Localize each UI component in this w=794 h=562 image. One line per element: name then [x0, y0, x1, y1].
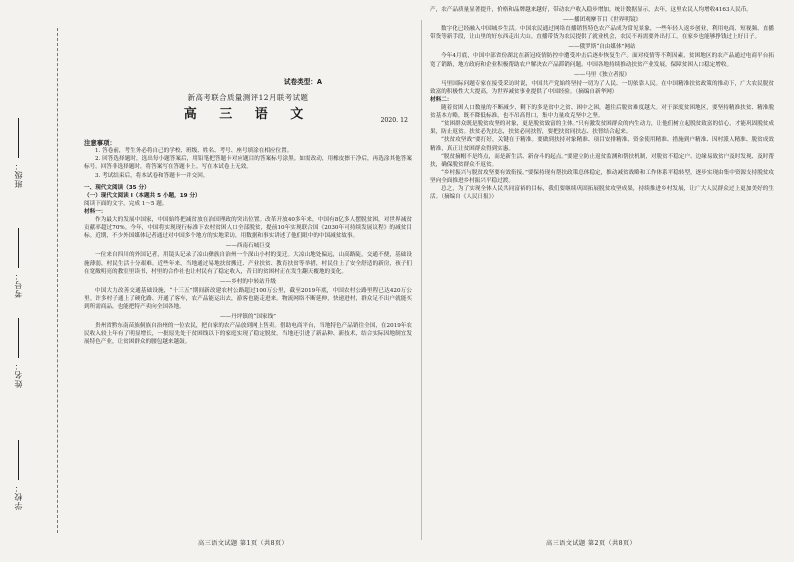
- story-title: ——俄罗斯“自由媒体”网站: [568, 44, 636, 51]
- paragraph: “脱贫摘帽不是终点，而是新生活、新奋斗的起点。”要建立防止返贫监测和帮扶机制，对脱贫不稳定户、边缘易致贫户及时发现、及时帮扶，确保脱贫群众不返贫。: [430, 153, 774, 168]
- paragraph: 总之，为了实现全体人民共同富裕的目标，我们要继续巩固拓展脱贫攻坚成果，持续推进乡村发展，让广大人民群众过上更加美好的生活。（摘编自《人民日报》）: [430, 185, 774, 201]
- paragraph: 数字化已经融入中国城乡生活。中国农民通过网络直播销售特色农产品成为常见景象，一些年轻人返乡创业，利用电商、短视频、直播带货等新手段，让山里的好东西走出大山。直播带货为农民提供了就业机会，农民不再需要外出打工，在家乡也能够挣钱过上好日子。: [430, 26, 774, 41]
- binding-margin: [0, 0, 70, 562]
- exam-number-field[interactable]: [14, 228, 38, 298]
- title-row: [84, 107, 412, 133]
- story-title: ——马里《独立者报》: [574, 71, 630, 78]
- material-label: 材料一：: [84, 208, 107, 215]
- instruction: 阅读下面的文字，完成 1～5 题。: [84, 200, 168, 207]
- subsection-title: （一）现代文阅读 I（本题共 5 小题，19 分）: [84, 192, 201, 199]
- notice-item: 1. 答卷前，考生务必将自己的学校、班级、姓名、考号、座号填涂在相应位置。: [95, 148, 293, 155]
- story-title: ——乡村的中转站升级: [220, 278, 276, 285]
- notice-title: 注意事项：: [84, 139, 116, 148]
- right-column: [430, 6, 774, 201]
- story-title: ——西南石城巨变: [225, 243, 271, 250]
- paragraph: 一位来自四川的外国记者，用镜头记录了凉山彝族自治州一个深山小村的变迁。大凉山地处偏远，山高路陡，交通不便，基础设施薄弱，村民生活十分艰难。近些年来，当地通过易地扶贫搬迁、产业扶贫、教育扶贫等举措，村民住上了安全舒适的新房，孩子们在宽敞明亮的教室里读书，村里的合作社也让村民有了稳定收入，昔日的贫困村正在发生翻天覆地的变化。: [84, 252, 412, 275]
- paragraph: 作为最大的发展中国家，中国始终把减贫放在治国理政的突出位置。改革开放40多年来，中国有8亿多人摆脱贫困，对世界减贫贡献率超过70%。今年，中国将实现现行标准下农村贫困人口全部脱贫，提前10年实现联合国《2030年可持续发展议程》的减贫目标。近期，不少外国媒体记者通过对中国多个地方的实地采访，用数据和事实讲述了他们眼中的中国减贫故事。: [84, 217, 412, 240]
- notice-item: 3. 考试结束后，将本试卷和答题卡一并交回。: [95, 172, 209, 179]
- subject-title: 高 三 语 文: [183, 107, 313, 123]
- material-label: 材料二：: [430, 96, 453, 103]
- exam-date: 2020. 12: [380, 117, 408, 125]
- school-field[interactable]: [14, 440, 38, 510]
- seal-line: [57, 28, 58, 533]
- column-divider: [421, 20, 422, 540]
- page-footer-right: 高三语文试题 第2页（共8页）: [546, 540, 637, 547]
- notice-item: 2. 回答选择题时，选出每小题答案后，用铅笔把答题卡对应题目的答案标号涂黑。如需改动，用橡皮擦干净后，再选涂其他答案标号。回答非选择题时，将答案写在答题卡上。写在本试卷上无效。: [84, 156, 412, 171]
- class-label: 班级：: [14, 161, 23, 188]
- paragraph: 随着贫困人口数量的不断减少，剩下的多是贫中之贫、困中之困，越往后脱贫难度越大。对于深度贫困地区，要坚持精准扶贫、精准脱贫基本方略，既不降低标准，也不吊高胃口，集中力量攻克坚中之坚。: [430, 105, 774, 120]
- paragraph: “乡村振兴与脱贫攻坚要有效衔接。”要保持现有帮扶政策总体稳定，推动减贫战略和工作体系平稳转型，逐步实现由集中资源支持脱贫攻坚向全面推进乡村振兴平稳过渡。: [430, 169, 774, 184]
- school-label: 学校：: [14, 483, 23, 510]
- class-field[interactable]: [14, 118, 38, 188]
- paragraph: “贫困群众既是脱贫攻坚的对象，更是脱贫致富的主体。”只有激发贫困群众的内生动力，让他们树立起脱贫致富的信心，才能巩固脱贫成果，防止返贫。扶贫必先扶志，扶贫必同扶智，要把扶贫同扶志、扶智结合起来。: [430, 121, 774, 136]
- paragraph: 贵州省黔东南苗族侗族自治州的一位农民，把自家的农产品放到网上售卖。借助电商平台，当地特色产品销往全国，在2019年农民收入较上年有了明显增长，一批原先处于贫困线以下的家庭实现了稳定脱贫。当地还引进了新品种、新技术，结合实际因地制宜发展特色产业，让贫困群众的腰包越来越鼓。: [84, 323, 412, 346]
- story-title: ——丹坪镇的“国家线”: [219, 314, 277, 321]
- exam-number-label: 考号：: [14, 271, 23, 298]
- student-name-field[interactable]: [14, 318, 38, 388]
- paragraph: 今年4月底，中国中部省份湖北在新冠疫情防控中遭受冲击后逐步恢复生产。面对疫情等不利因素，贫困地区的农产品通过电商平台拓宽了销路，地方政府和企业积极帮助农户解决农产品滞销问题。中国各地持续推动扶贫产业发展，保障贫困人口稳定增收。: [430, 53, 774, 68]
- story-title: ——播团观摩节目《世界明镜》: [562, 17, 642, 24]
- exam-name: 新高考联合质量测评12月联考试题: [187, 93, 309, 103]
- paragraph: 马里国际问题专家在接受采访时说，中国共产党始终坚持一切为了人民、一切依靠人民。在中国精准扶贫政策的推动下，广大农民脱贫致富的积极性大大提高，为世界减贫事业提供了中国经验。（摘编自新华网）: [430, 80, 774, 95]
- paragraph: 产，农产品质量显著提升，价格和品牌越来越好，带动农户收入稳步增加，统计数据显示，去年，这里农民人均增收4163人民币。: [430, 7, 752, 13]
- paragraph: 中国大力改善交通基础设施，“十三五”期间新改建农村公路超过100万公里，截至2019年底，中国农村公路里程已达420万公里。许多村子通上了硬化路、开通了客车，农产品能运出去，游客也能走进来。物流网络不断延伸，快递进村，群众足不出户就能买到所需商品，也能把特产卖向全国各地。: [84, 287, 412, 310]
- section-title: 一、现代文阅读（35 分）: [84, 184, 150, 191]
- page-footer-left: 高三语文试题 第1页（共8页）: [198, 540, 289, 547]
- paragraph: “扶贫攻坚战”要打好，关键在于精准。要做到扶持对象精准、项目安排精准、资金使用精准、措施到户精准、因村派人精准、脱贫成效精准，真正让贫困群众得到实惠。: [430, 137, 774, 152]
- left-column: [84, 6, 412, 346]
- student-name-label: 姓名：: [14, 361, 23, 388]
- exam-type: 试卷类型：A: [283, 78, 322, 86]
